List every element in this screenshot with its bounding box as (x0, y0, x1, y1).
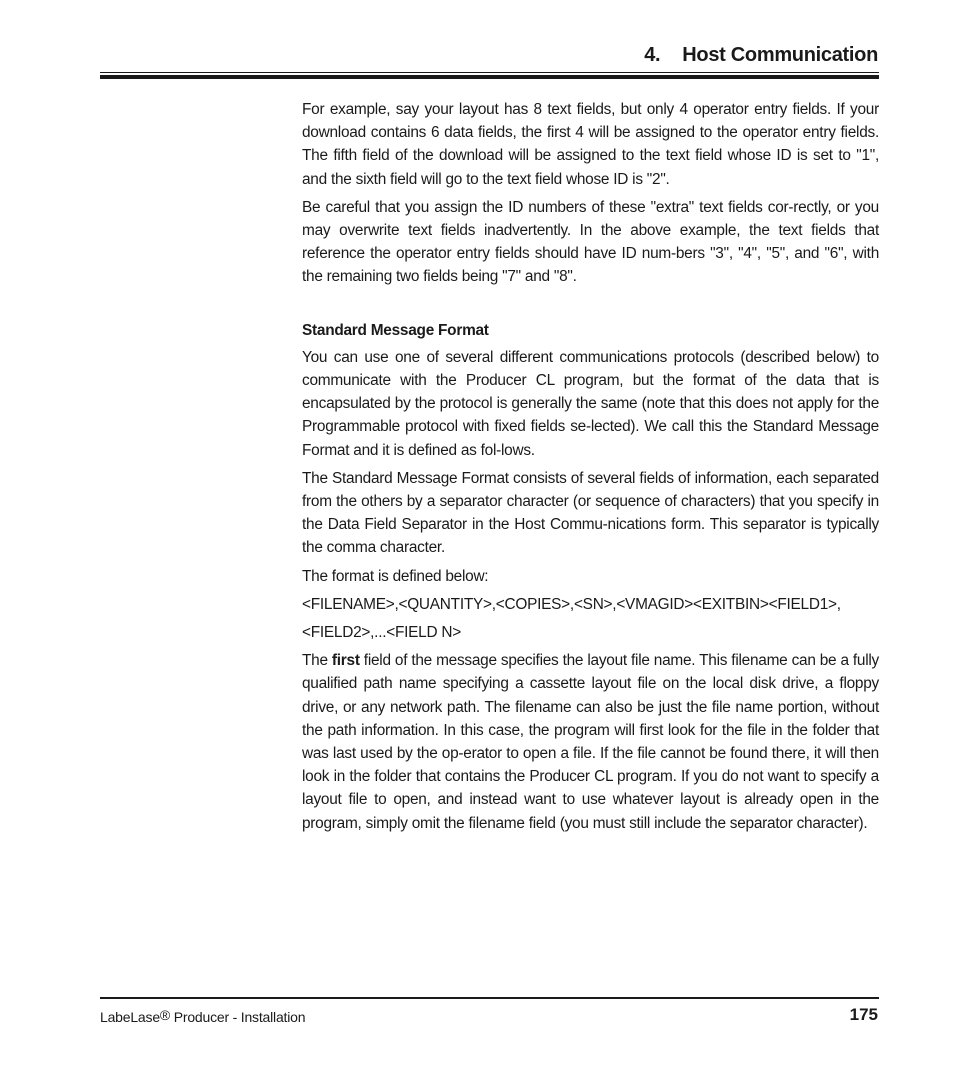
footer-subtitle: Producer - Installation (170, 1009, 306, 1025)
chapter-number: 4. (644, 44, 661, 66)
paragraph-caution: Be careful that you assign the ID numbers of these "extra" text fields cor-rectly, or you may overwrite text fields inadvertently. In the above example, the text fields that reference the operator entry fields should have ID num-bers "3", "4", "5", and "6", with the remaining two fields being "7" and "8". (302, 198, 879, 286)
main-content (302, 98, 879, 840)
footer-title (100, 1007, 305, 1025)
paragraph-fields: The Standard Message Format consists of several fields of information, each separated from the others by a separator character (or sequence of characters) that you specify in the Data Field Separator in the Host Commu-nications form. This separator is typically the comma character. (302, 469, 879, 557)
first-field-emphasis: first (331, 652, 360, 670)
header-rule-thick (100, 75, 879, 79)
paragraph-first-field (302, 649, 879, 835)
footer-rule (100, 997, 879, 999)
header-rule-thin (100, 72, 879, 73)
format-line-2: <FIELD2>,...<FIELD N> (302, 624, 461, 642)
paragraph-format-intro: The format is defined below: (302, 567, 489, 585)
paragraph-protocols: You can use one of several different communications protocols (described below) to communicate with the Producer CL program, but the format of the data that is encapsulated by the protocol is generally the same (note that this does not apply for the Programmable protocol with fixed fields se-lected). We call this the Standard Message Format and it is defined as fol-lows. (302, 348, 879, 459)
format-line-1: <FILENAME>,<QUANTITY>,<COPIES>,<SN>,<VMAGID><EXITBIN><FIELD1>, (302, 595, 841, 613)
footer-brand: LabeLase (100, 1009, 160, 1025)
page-number: 175 (849, 1005, 878, 1024)
chapter-title (644, 44, 878, 67)
first-field-intro: The (302, 652, 332, 670)
chapter-name: Host Communication (682, 44, 878, 66)
first-field-text: field of the message specifies the layout file name. This filename can be a fully qualified path name specifying a cassette layout file on the local disk drive, a floppy drive, or any network path. The filename can also be just the file name portion, without the path information. In this case, the program will first look for the file in the folder that was last used by the op-erator to open a file. If the file cannot be found there, it will then look in the folder that contains the Producer CL program. If you do not want to specify a layout file to open, and instead want to use whatever layout is already open in the program, simply omit the filename field (you must still include the separator character). (302, 652, 879, 832)
paragraph-example: For example, say your layout has 8 text fields, but only 4 operator entry fields. If your download contains 6 data fields, the first 4 will be assigned to the operator entry fields. The fifth field of the download will be assigned to the text field whose ID is set to "1", and the sixth field will go to the text field whose ID is "2". (302, 101, 879, 188)
registered-mark: ® (159, 1007, 171, 1023)
section-heading: Standard Message Format (302, 321, 489, 339)
